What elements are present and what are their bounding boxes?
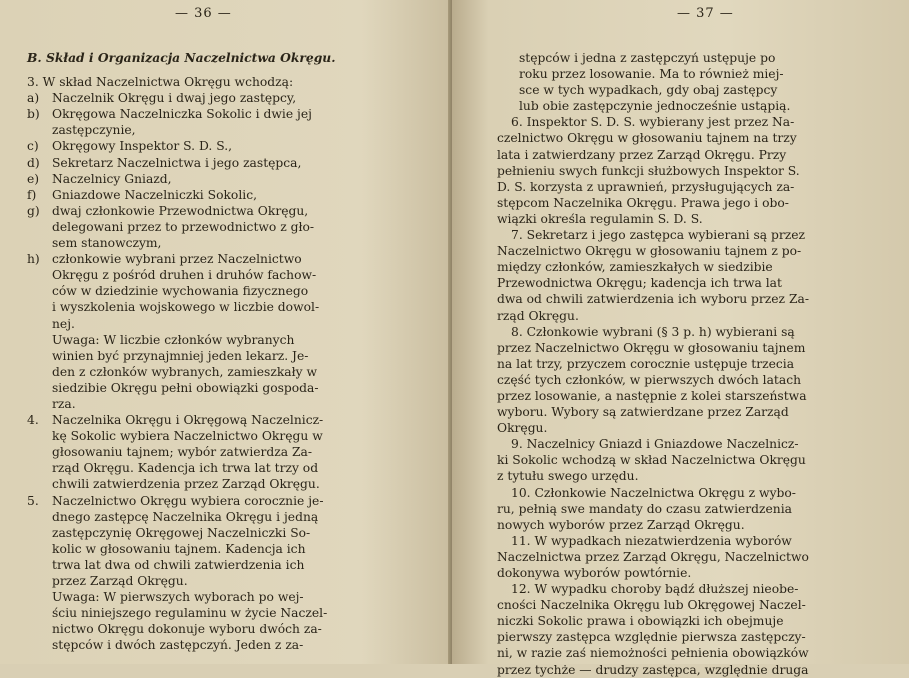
line-text: 9. Naczelnicy Gniazd i Gniazdowe Naczelnicz-	[511, 437, 799, 452]
line-text: Okręgu.	[497, 421, 548, 436]
text-line	[27, 299, 382, 315]
text-line	[27, 557, 382, 573]
page-number: — 36 —	[175, 6, 232, 21]
text-line	[27, 364, 382, 380]
line-text: lata i zatwierdzany przez Zarząd Okręgu. Przy	[497, 147, 787, 162]
line-text: 3. W skład Naczelnictwa Okręgu wchodzą:	[27, 75, 294, 90]
item-marker: h)	[27, 252, 40, 267]
text-line	[27, 187, 382, 203]
line-text: ru, pełnią swe mandaty do czasu zatwierdzenia	[497, 501, 792, 516]
line-text: ców w dziedzinie wychowania fizycznego	[52, 284, 309, 299]
text-line	[497, 468, 877, 484]
text-line	[497, 565, 877, 581]
text-line	[497, 452, 877, 468]
item-marker: 4.	[27, 413, 39, 428]
item-marker: c)	[27, 139, 39, 154]
text-line	[497, 436, 877, 452]
text-line	[27, 122, 382, 138]
line-text: wiązki określa regulamin S. D. S.	[497, 211, 703, 226]
line-text: lub obie zastępczynie jednocześnie ustąpią.	[519, 99, 791, 114]
right-page	[452, 0, 909, 677]
line-text: kę Sokolic wybiera Naczelnictwo Okręgu w	[52, 429, 323, 444]
text-line	[27, 621, 382, 637]
text-line	[27, 171, 382, 187]
line-text: ki Sokolic wchodzą w skład Naczelnictwa Okręgu	[497, 453, 806, 468]
text-line	[497, 114, 877, 130]
line-text: Naczelnictwo Okręgu w głosowaniu tajnem z po-	[497, 244, 802, 259]
text-line	[27, 541, 382, 557]
line-text: stępców i dwóch zastępczyń. Jeden z za-	[52, 638, 304, 653]
line-text: i wyszkolenia wojskowego w liczbie dowol-	[52, 300, 320, 315]
text-line	[497, 259, 877, 275]
text-line	[27, 412, 382, 428]
line-text: czelnictwo Okręgu w głosowaniu tajnem na trzy	[497, 131, 797, 146]
line-text: Naczelnik Okręgu i dwaj jego zastępcy,	[52, 91, 297, 106]
text-line	[497, 179, 877, 195]
text-line	[497, 340, 877, 356]
line-text: sce w tych wypadkach, gdy obaj zastępcy	[519, 83, 778, 98]
text-line	[27, 509, 382, 525]
item-marker: g)	[27, 203, 40, 218]
text-line	[27, 138, 382, 154]
text-line	[497, 533, 877, 549]
line-text: zastępczynie,	[52, 123, 136, 138]
page-text	[27, 50, 382, 653]
line-text: Uwaga: W pierwszych wyborach po wej-	[52, 590, 304, 605]
text-line	[497, 275, 877, 291]
text-line	[497, 372, 877, 388]
line-text: Naczelnictwo Okręgu wybiera corocznie je-	[52, 493, 324, 508]
line-text: roku przez losowanie. Ma to również miej-	[519, 67, 784, 82]
line-text: 8. Członkowie wybrani (§ 3 p. h) wybierani są	[511, 324, 795, 339]
line-text: rząd Okręgu. Kadencja ich trwa lat trzy od	[52, 461, 319, 476]
text-line	[497, 645, 877, 661]
item-marker: e)	[27, 171, 40, 186]
line-text: Naczelnicy Gniazd,	[52, 171, 172, 186]
text-line	[497, 485, 877, 501]
item-marker: 5.	[27, 493, 39, 508]
line-text: Sekretarz Naczelnictwa i jego zastępca,	[52, 155, 302, 170]
line-text: stępców i jedna z zastępczyń ustępuje po	[519, 51, 776, 65]
text-line	[27, 283, 382, 299]
left-page	[0, 0, 452, 664]
text-line	[497, 308, 877, 324]
line-text: winien być przynajmniej jeden lekarz. Je-	[52, 348, 309, 363]
text-line	[497, 195, 877, 211]
line-text: 12. W wypadku choroby bądź dłuższej nieobe-	[511, 582, 799, 597]
text-line	[497, 517, 877, 533]
text-line	[27, 332, 382, 348]
line-text: między członków, zamieszkałych w siedzibie	[497, 260, 773, 275]
line-text: Gniazdowe Naczelniczki Sokolic,	[52, 187, 257, 202]
text-line	[497, 501, 877, 517]
text-line	[497, 388, 877, 404]
line-text: wyboru. Wybory są zatwierdzane przez Zarząd	[497, 405, 789, 420]
item-marker: a)	[27, 91, 40, 106]
line-text: nictwo Okręgu dokonuje wyboru dwóch za-	[52, 622, 322, 637]
line-text: przez tychże — drudzy zastępca, względnie druga	[497, 662, 809, 677]
text-line	[27, 155, 382, 171]
line-text: dwa od chwili zatwierdzenia ich wyboru przez Za-	[497, 292, 809, 307]
line-text: ni, w razie zaś niemożności pełnienia obowiązków	[497, 646, 809, 661]
line-text: przez Zarząd Okręgu.	[52, 574, 188, 588]
item-marker: f)	[27, 187, 37, 202]
line-text: dnego zastępcę Naczelnika Okręgu i jedną	[52, 509, 319, 524]
line-text: sem stanowczym,	[52, 236, 162, 251]
text-line	[27, 476, 382, 492]
text-line	[27, 493, 382, 509]
text-line	[497, 549, 877, 565]
line-text: D. S. korzysta z uprawnień, przysługujących za-	[497, 179, 795, 194]
line-text: nej.	[52, 316, 75, 331]
text-line	[27, 589, 382, 605]
line-text: trwa lat dwa od chwili zatwierdzenia ich	[52, 557, 305, 572]
line-text: Okręgu z pośród druhen i druhów fachow-	[52, 268, 317, 283]
line-text: na lat trzy, przyczem corocznie ustępuje trzecia	[497, 356, 795, 371]
line-text: Przewodnictwa Okręgu; kadencja ich trwa lat	[497, 276, 782, 291]
line-text: stępcom Naczelnika Okręgu. Prawa jego i obo-	[497, 195, 789, 210]
line-text: Okręgowa Naczelniczka Sokolic i dwie jej	[52, 107, 312, 122]
line-text: Uwaga: W liczbie członków wybranych	[52, 332, 295, 347]
line-text: pierwszy zastępca względnie pierwsza zastępczy-	[497, 630, 806, 645]
text-line	[497, 163, 877, 179]
text-line	[27, 66, 382, 74]
text-line	[27, 525, 382, 541]
text-line	[497, 66, 877, 82]
page-text	[497, 50, 877, 678]
line-text: z tytułu swego urzędu.	[497, 469, 639, 484]
text-line	[27, 573, 382, 589]
text-line	[497, 291, 877, 307]
line-text: dwaj członkowie Przewodnictwa Okręgu,	[52, 203, 309, 218]
line-text: członkowie wybrani przez Naczelnictwo	[52, 252, 302, 267]
text-line	[497, 50, 877, 66]
text-line	[497, 420, 877, 436]
text-line	[497, 211, 877, 227]
text-line	[27, 267, 382, 283]
text-line	[27, 428, 382, 444]
text-line	[497, 98, 877, 114]
text-line	[27, 444, 382, 460]
item-marker: b)	[27, 107, 40, 122]
line-text: nowych wyborów przez Zarząd Okręgu.	[497, 517, 745, 532]
line-text: 7. Sekretarz i jego zastępca wybierani są przez	[511, 228, 806, 243]
text-line	[27, 348, 382, 364]
text-line	[497, 629, 877, 645]
line-text: przez losowanie, a następnie z kolei starszeństwa	[497, 388, 807, 403]
line-text: Okręgowy Inspektor S. D. S.,	[52, 139, 233, 154]
text-line	[27, 203, 382, 219]
text-line	[27, 74, 382, 90]
line-text: siedzibie Okręgu pełni obowiązki gospoda-	[52, 380, 319, 395]
line-text: część tych członków, w pierwszych dwóch latach	[497, 372, 801, 387]
line-text: ściu niniejszego regulaminu w życie Naczel-	[52, 606, 328, 621]
text-line	[27, 251, 382, 267]
text-line	[497, 613, 877, 629]
text-line	[497, 130, 877, 146]
text-line	[497, 243, 877, 259]
text-line	[27, 380, 382, 396]
line-text: rząd Okręgu.	[497, 308, 579, 323]
text-line	[497, 82, 877, 98]
text-line	[27, 219, 382, 235]
text-line	[27, 50, 382, 66]
text-line	[27, 316, 382, 332]
text-line	[27, 637, 382, 653]
line-text: kolic w głosowaniu tajnem. Kadencja ich	[52, 541, 306, 556]
text-line	[27, 90, 382, 106]
text-line	[497, 227, 877, 243]
line-text: delegowani przez to przewodnictwo z gło-	[52, 219, 315, 234]
line-text: 6. Inspektor S. D. S. wybierany jest przez Na-	[511, 115, 795, 130]
line-text: głosowaniu tajnem; wybór zatwierdza Za-	[52, 445, 313, 460]
text-line	[27, 460, 382, 476]
text-line	[27, 106, 382, 122]
line-text: chwili zatwierdzenia przez Zarząd Okręgu.	[52, 477, 320, 492]
text-line	[497, 597, 877, 613]
line-text: rza.	[52, 396, 76, 411]
line-text: cności Naczelnika Okręgu lub Okręgowej Naczel-	[497, 598, 806, 613]
text-line	[27, 605, 382, 621]
line-text: pełnieniu swych funkcji służbowych Inspektor S.	[497, 163, 800, 178]
text-line	[27, 235, 382, 251]
text-line	[497, 324, 877, 340]
line-text: niczki Sokolic prawa i obowiązki ich obejmuje	[497, 614, 784, 629]
line-text: dokonywa wyborów powtórnie.	[497, 566, 692, 580]
line-text: 10. Członkowie Naczelnictwa Okręgu z wybo-	[511, 485, 796, 500]
item-marker: d)	[27, 155, 40, 170]
line-text: Naczelnictwa przez Zarząd Okręgu, Naczelnictwo	[497, 549, 809, 564]
line-text: przez Naczelnictwo Okręgu w głosowaniu tajnem	[497, 340, 806, 355]
page-number: — 37 —	[677, 6, 734, 21]
line-text: 11. W wypadkach niezatwierdzenia wyborów	[511, 533, 792, 548]
line-text: zastępczynię Okręgowej Naczelniczki So-	[52, 525, 311, 540]
text-line	[497, 404, 877, 420]
text-line	[27, 396, 382, 412]
text-line	[497, 147, 877, 163]
line-text: B. Skład i Organizacja Naczelnictwa Okręgu.	[27, 50, 336, 65]
text-line	[497, 581, 877, 597]
line-text: Naczelnika Okręgu i Okręgową Naczelnicz-	[52, 413, 324, 428]
line-text: den z członków wybranych, zamieszkały w	[52, 364, 317, 379]
text-line	[497, 356, 877, 372]
